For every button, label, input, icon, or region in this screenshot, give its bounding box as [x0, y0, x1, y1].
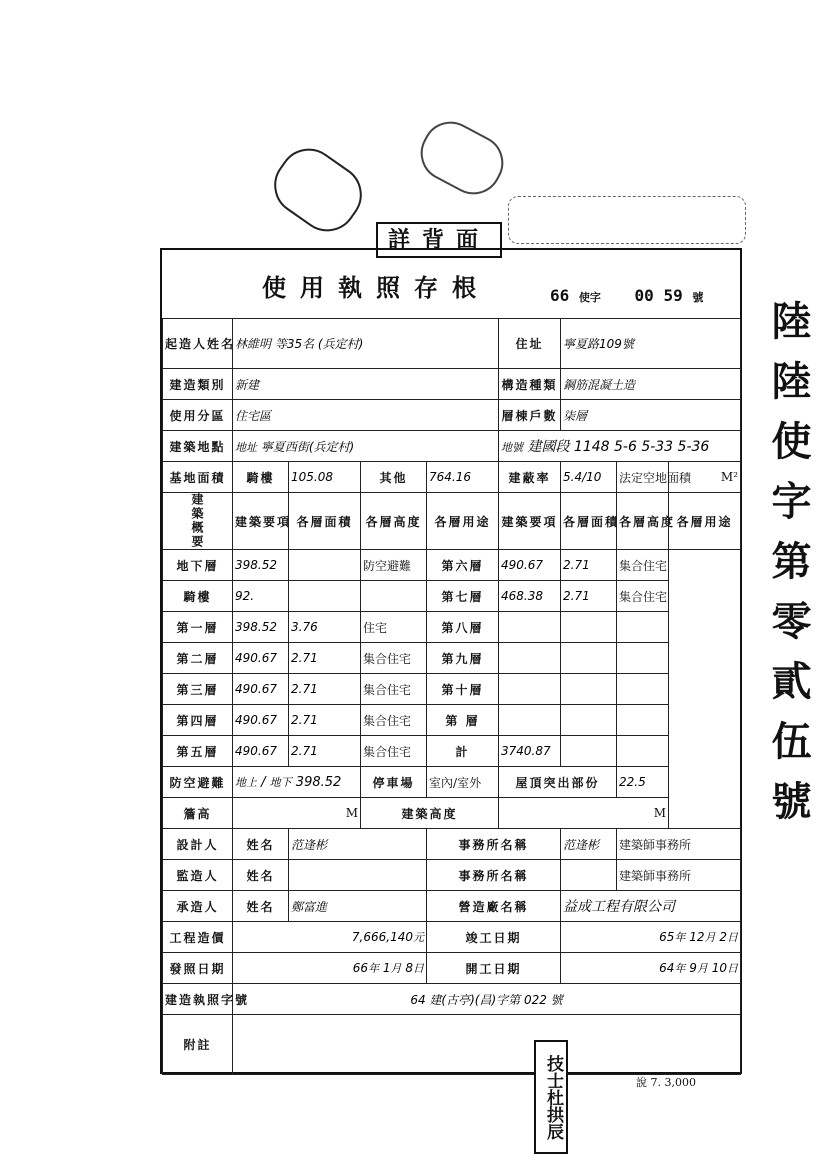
floor-area: 490.67: [233, 643, 289, 674]
arcade-value: 105.08: [289, 462, 361, 493]
floor-use: 集合住宅: [361, 705, 427, 736]
lot-value: 地號 建國段 1148 5-6 5-33 5-36: [499, 431, 741, 462]
contractor-label: 承造人: [163, 891, 233, 922]
designer-office-label: 事務所名稱: [427, 829, 561, 860]
floor-name: 第二層: [163, 643, 233, 674]
permit-table: [162, 318, 741, 1075]
floor-use-2: 集合住宅: [617, 550, 669, 581]
floor-height-2: [561, 643, 617, 674]
floor-area-2: [499, 705, 561, 736]
roof-value: 22.5: [617, 767, 669, 798]
floor-name-2: 第七層: [427, 581, 499, 612]
floor-height: 2.71: [289, 736, 361, 767]
floor-area: 92.: [233, 581, 289, 612]
floor-area-2: 3740.87: [499, 736, 561, 767]
floor-use: 集合住宅: [361, 643, 427, 674]
floor-area-2: 468.38: [499, 581, 561, 612]
table-row: [163, 674, 741, 705]
floor-area: 490.67: [233, 705, 289, 736]
legal-open-label: 法定空地面積: [617, 462, 669, 493]
designer-name-label: 姓名: [233, 829, 289, 860]
floor-name-2: 第八層: [427, 612, 499, 643]
supervisor-name-label: 姓名: [233, 860, 289, 891]
head-area-2: 各層面積: [561, 493, 617, 550]
floor-use: 住宅: [361, 612, 427, 643]
structure-value: 鋼筋混凝土造: [561, 369, 741, 400]
head-item: 建築要項: [233, 493, 289, 550]
head-height: 各層高度: [361, 493, 427, 550]
floor-height: 3.76: [289, 612, 361, 643]
start-date: 64年 9月 10日: [561, 953, 741, 984]
completion-label: 竣工日期: [427, 922, 561, 953]
floor-height: 2.71: [289, 674, 361, 705]
address-value: 寧夏路109號: [561, 319, 741, 369]
floor-use: 防空避難: [361, 550, 427, 581]
table-row: [163, 705, 741, 736]
head-height-2: 各層高度: [617, 493, 669, 550]
floor-area: 490.67: [233, 674, 289, 705]
round-seal: [262, 137, 373, 243]
floor-use-2: 集合住宅: [617, 581, 669, 612]
designer-label: 設計人: [163, 829, 233, 860]
floor-name-2: 計: [427, 736, 499, 767]
supervisor-office-suffix: 建築師事務所: [617, 860, 741, 891]
license-label: 建造執照字號: [163, 984, 233, 1015]
shelter-label: 防空避難: [163, 767, 233, 798]
floor-height-2: [561, 674, 617, 705]
head-item-2: 建築要項: [499, 493, 561, 550]
bldg-height-unit: M: [499, 798, 669, 829]
floor-name-2: 第九層: [427, 643, 499, 674]
floor-name-2: 第十層: [427, 674, 499, 705]
license-value: 64 建(古亭)(昌)字第 022 號: [233, 984, 741, 1015]
supervisor-label: 監造人: [163, 860, 233, 891]
floor-name-2: 第 層: [427, 705, 499, 736]
floor-name: 地下層: [163, 550, 233, 581]
floor-area: 398.52: [233, 612, 289, 643]
other-value: 764.16: [427, 462, 499, 493]
issue-label: 發照日期: [163, 953, 233, 984]
floor-height-2: 2.71: [561, 550, 617, 581]
designer-office: 范逢彬: [561, 829, 617, 860]
floor-height: 2.71: [289, 705, 361, 736]
round-seal: [411, 112, 513, 204]
floor-use: 集合住宅: [361, 674, 427, 705]
floor-area-2: [499, 643, 561, 674]
coverage-value: 5.4/10: [561, 462, 617, 493]
floor-height-2: 2.71: [561, 581, 617, 612]
table-row: [163, 612, 741, 643]
contractor-name-label: 姓名: [233, 891, 289, 922]
site-label: 建築地點: [163, 431, 233, 462]
floor-name: 第五層: [163, 736, 233, 767]
remark-value: [233, 1015, 741, 1075]
zone-label: 使用分區: [163, 400, 233, 431]
shelter-value: 地上 / 地下 398.52: [233, 767, 361, 798]
completion-date: 65年 12月 2日: [561, 922, 741, 953]
floor-name-2: 第六層: [427, 550, 499, 581]
head-use-2: 各層用途: [669, 493, 741, 550]
floor-use-2: [617, 705, 669, 736]
floor-area-2: [499, 674, 561, 705]
parking-values: 室內/室外: [427, 767, 499, 798]
floor-use: 集合住宅: [361, 736, 427, 767]
builder-value: 林維明 等35名 (兵定村): [233, 319, 499, 369]
footer-note: 說 7. 3,000: [636, 1076, 696, 1089]
header-stamp: 詳背面: [376, 222, 502, 258]
received-stamp: [508, 196, 746, 244]
cost-value: 7,666,140元: [233, 922, 427, 953]
floor-use-2: [617, 674, 669, 705]
floor-height-2: [561, 736, 617, 767]
structure-label: 構造種類: [499, 369, 561, 400]
contractor-firm-label: 營造廠名稱: [427, 891, 561, 922]
floors-label: 層棟戶數: [499, 400, 561, 431]
table-row: [163, 581, 741, 612]
engineer-seal: 技士杜拱辰: [534, 1040, 568, 1154]
floor-area-2: [499, 612, 561, 643]
right-margin-note: 陸陸使字第零貳伍號: [765, 300, 812, 840]
floor-area: 398.52: [233, 550, 289, 581]
contractor-firm: 益成工程有限公司: [561, 891, 741, 922]
floor-area: 490.67: [233, 736, 289, 767]
parking-label: 停車場: [361, 767, 427, 798]
floor-height-2: [561, 705, 617, 736]
permit-number: 66 使字 00 59 號: [550, 286, 704, 305]
legal-open-unit: M²: [669, 462, 741, 493]
issue-date: 66年 1月 8日: [233, 953, 427, 984]
type-value: 新建: [233, 369, 499, 400]
start-label: 開工日期: [427, 953, 561, 984]
form-title: 使用執照存根: [262, 273, 490, 302]
side-label: 建築概要: [163, 493, 233, 550]
floor-use-2: [617, 736, 669, 767]
supervisor-name: [289, 860, 427, 891]
floor-height-2: [561, 612, 617, 643]
builder-label: 起造人姓名: [163, 319, 233, 369]
floor-use-2: [617, 612, 669, 643]
floor-height: 2.71: [289, 643, 361, 674]
site-value: 地址 寧夏西街(兵定村): [233, 431, 499, 462]
cost-label: 工程造價: [163, 922, 233, 953]
supervisor-office-label: 事務所名稱: [427, 860, 561, 891]
base-area-label: 基地面積: [163, 462, 233, 493]
head-use: 各層用途: [427, 493, 499, 550]
floor-name: 第三層: [163, 674, 233, 705]
designer-office-suffix: 建築師事務所: [617, 829, 741, 860]
arcade-label: 騎樓: [233, 462, 289, 493]
zone-value: 住宅區: [233, 400, 499, 431]
coverage-label: 建蔽率: [499, 462, 561, 493]
eave-label: 簷高: [163, 798, 233, 829]
table-row: [163, 550, 741, 581]
floor-height: [289, 581, 361, 612]
floor-height: [289, 550, 361, 581]
other-label: 其他: [361, 462, 427, 493]
bldg-height-label: 建築高度: [361, 798, 499, 829]
eave-unit: M: [233, 798, 361, 829]
contractor-name: 鄭富進: [289, 891, 427, 922]
floor-use: [361, 581, 427, 612]
floor-area-2: 490.67: [499, 550, 561, 581]
floors-value: 柒層: [561, 400, 741, 431]
remark-label: 附註: [163, 1015, 233, 1075]
head-area: 各層面積: [289, 493, 361, 550]
type-label: 建造類別: [163, 369, 233, 400]
address-label: 住址: [499, 319, 561, 369]
floor-name: 第一層: [163, 612, 233, 643]
table-row: [163, 643, 741, 674]
floor-use-2: [617, 643, 669, 674]
supervisor-office: [561, 860, 617, 891]
roof-label: 屋頂突出部份: [499, 767, 617, 798]
table-row: [163, 736, 741, 767]
floor-name: 騎樓: [163, 581, 233, 612]
floor-name: 第四層: [163, 705, 233, 736]
designer-name: 范逢彬: [289, 829, 427, 860]
